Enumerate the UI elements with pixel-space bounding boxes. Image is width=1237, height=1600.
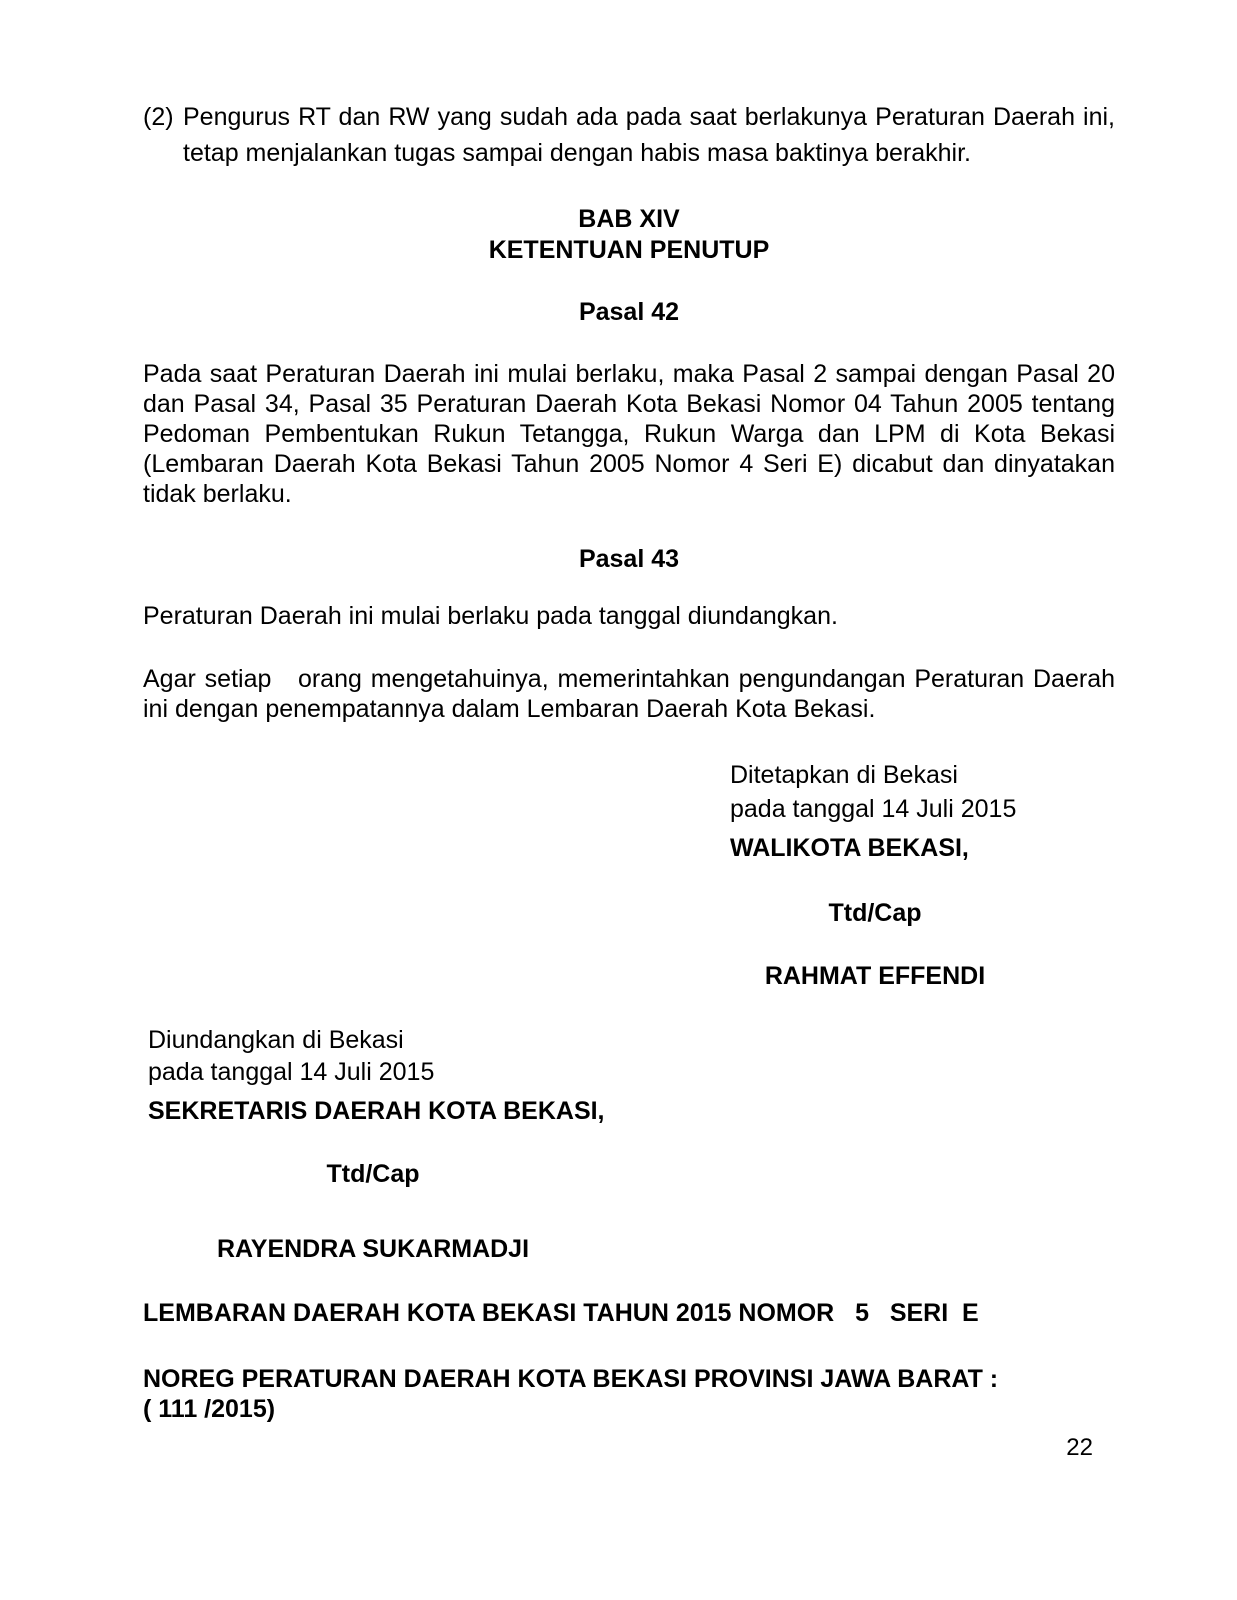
promulgation-place: Diundangkan di Bekasi bbox=[148, 1026, 404, 1054]
chapter-heading bbox=[143, 204, 1115, 266]
enactment-date: pada tanggal 14 Juli 2015 bbox=[730, 795, 1017, 823]
pasal-42-heading: Pasal 42 bbox=[578, 298, 680, 326]
promulgation-block bbox=[143, 1024, 608, 1126]
noreg-block bbox=[143, 1364, 1115, 1424]
clause-item-2 bbox=[143, 99, 1115, 171]
noreg-line: NOREG PERATURAN DAERAH KOTA BEKASI PROVINSI JAWA BARAT : bbox=[143, 1365, 999, 1393]
enactment-place: Ditetapkan di Bekasi bbox=[730, 761, 958, 789]
enactment-block bbox=[730, 758, 1020, 863]
chapter-subtitle: KETENTUAN PENUTUP bbox=[488, 236, 770, 264]
pasal-42-body: Pada saat Peraturan Daerah ini mulai berlaku, maka Pasal 2 sampai dengan Pasal 20 dan Pasal 34, Pasal 35 Peraturan Daerah Kota Bekasi Nomor 04 Tahun 2005 tentang Pedoman Pembentukan Rukun Tetangga, Rukun Warga dan LPM di Kota Bekasi (Lembaran Daerah Kota Bekasi Tahun 2005 Nomor 4 Seri E) dicabut dan dinyatakan tidak berlaku. bbox=[143, 360, 1115, 508]
clause-text: Pengurus RT dan RW yang sudah ada pada saat berlakunya Peraturan Daerah ini, tetap menjalankan tugas sampai dengan habis masa baktinya berakhir. bbox=[183, 103, 1115, 167]
document-content bbox=[143, 0, 1115, 1462]
chapter-title: BAB XIV bbox=[578, 205, 680, 233]
enactment-signature-note: Ttd/Cap bbox=[828, 899, 922, 927]
pasal-43-heading: Pasal 43 bbox=[578, 545, 680, 573]
promulgation-date: pada tanggal 14 Juli 2015 bbox=[148, 1058, 435, 1086]
promulgation-signature-note: Ttd/Cap bbox=[326, 1160, 420, 1188]
page-number: 22 bbox=[1066, 1434, 1093, 1461]
noreg-number: ( 111 /2015) bbox=[143, 1395, 276, 1423]
pasal-43-body-1: Peraturan Daerah ini mulai berlaku pada tanggal diundangkan. bbox=[143, 602, 838, 630]
clause-number: (2) bbox=[143, 103, 174, 131]
enactment-official-title: WALIKOTA BEKASI, bbox=[730, 834, 969, 862]
enactment-official-name: RAHMAT EFFENDI bbox=[764, 962, 986, 990]
gazette-line: LEMBARAN DAERAH KOTA BEKASI TAHUN 2015 NOMOR 5 SERI E bbox=[143, 1299, 979, 1327]
pasal-43-body-2: Agar setiap orang mengetahuinya, memerintahkan pengundangan Peraturan Daerah ini dengan penempatannya dalam Lembaran Daerah Kota Bekasi. bbox=[143, 665, 1115, 723]
promulgation-official-title: SEKRETARIS DAERAH KOTA BEKASI, bbox=[148, 1097, 605, 1125]
promulgation-official-name: RAYENDRA SUKARMADJI bbox=[216, 1235, 530, 1263]
